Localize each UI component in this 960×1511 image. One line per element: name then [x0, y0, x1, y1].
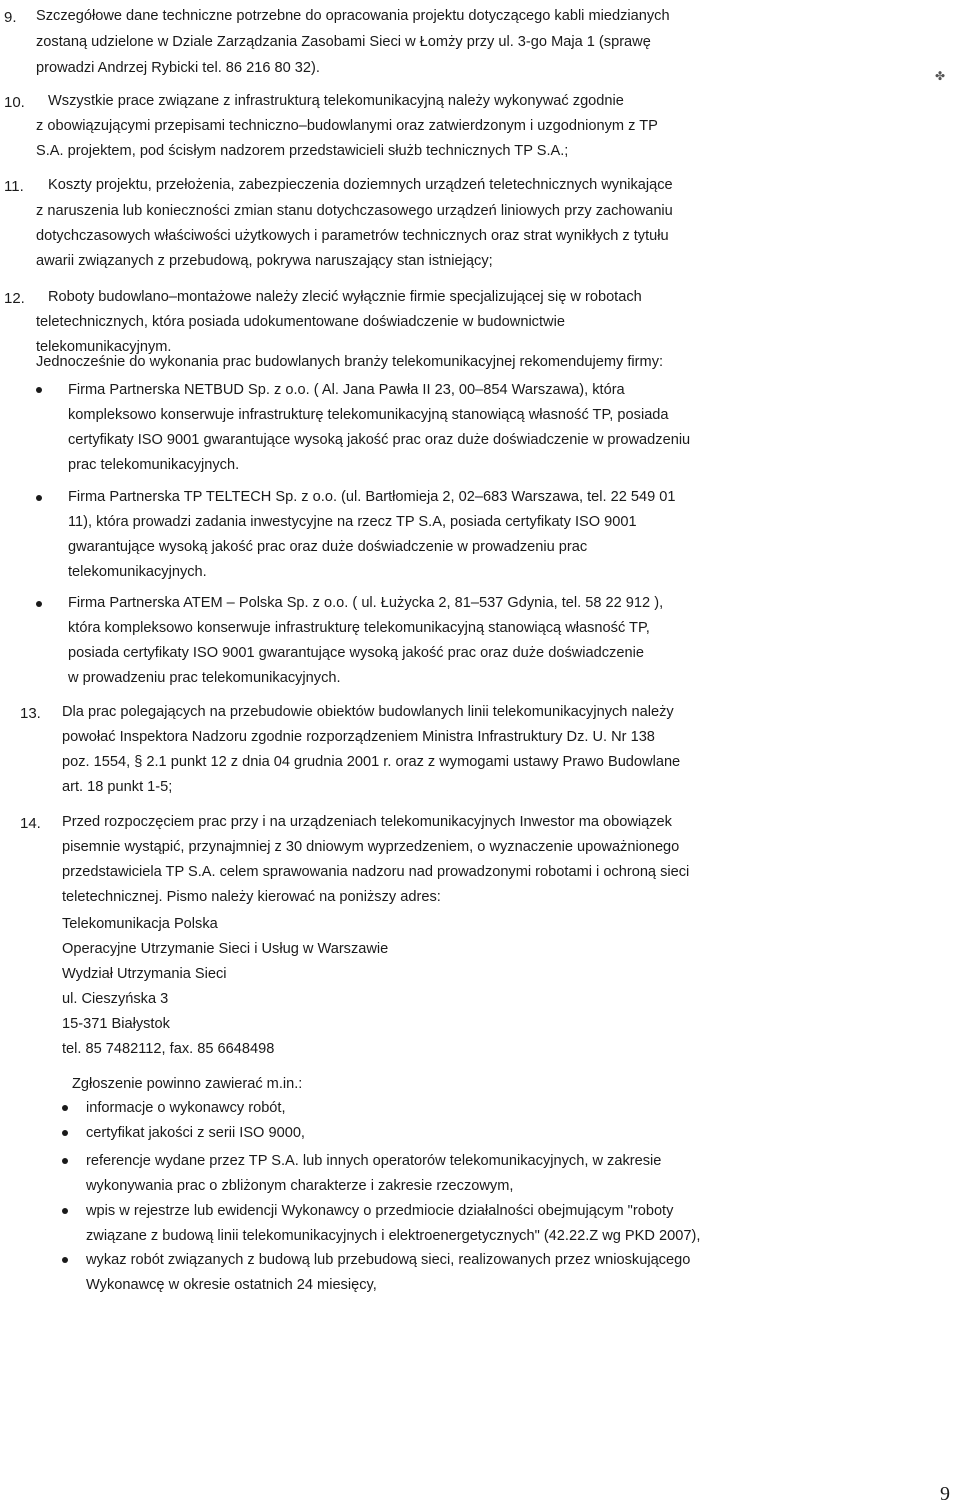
item-text-line: poz. 1554, § 2.1 punkt 12 z dnia 04 grudnia 2001 r. oraz z wymogami ustawy Prawo Budowlane	[62, 754, 681, 770]
item-text-line: Przed rozpoczęciem prac przy i na urządzeniach telekomunikacyjnych Inwestor ma obowiązek	[62, 814, 672, 830]
address-line: ul. Cieszyńska 3	[62, 991, 169, 1007]
item-text-line: telekomunikacyjnym.	[36, 339, 172, 355]
submission-intro: Zgłoszenie powinno zawierać m.in.:	[72, 1076, 303, 1092]
address-line: tel. 85 7482112, fax. 85 6648498	[62, 1041, 275, 1057]
firm-text-line: prac telekomunikacyjnych.	[68, 457, 240, 473]
item-text-line: teletechnicznej. Pismo należy kierować na poniższy adres:	[62, 889, 441, 905]
address-line: Telekomunikacja Polska	[62, 916, 218, 932]
requirement-text-line: wykaz robót związanych z budową lub przebudową sieci, realizowanych przez wnioskującego	[86, 1252, 691, 1268]
firm-text-line: 11), która prowadzi zadania inwestycyjne na rzecz TP S.A, posiada certyfikaty ISO 9001	[68, 514, 637, 530]
item-text-line: Dla prac polegających na przebudowie obiektów budowlanych linii telekomunikacyjnych należy	[62, 704, 674, 720]
requirement-text-line: wykonywania prac o zbliżonym charakterze i zakresie rzeczowym,	[86, 1178, 514, 1194]
scan-mark-icon: ✤	[935, 69, 946, 83]
address-line: Operacyjne Utrzymanie Sieci i Usług w Warszawie	[62, 941, 389, 957]
firm-text-line: Firma Partnerska NETBUD Sp. z o.o. ( Al. Jana Pawła II 23, 00–854 Warszawa), która	[68, 382, 625, 398]
requirement-text-line: certyfikat jakości z serii ISO 9000,	[86, 1125, 305, 1141]
item-text-line: Roboty budowlano–montażowe należy zlecić wyłącznie firmie specjalizującej się w robotach	[48, 289, 642, 305]
item-text-line: teletechnicznych, która posiada udokumentowane doświadczenie w budownictwie	[36, 314, 565, 330]
item-text-line: dotychczasowych właściwości użytkowych i parametrów technicznych oraz strat wynikłych z tytułu	[36, 228, 669, 244]
address-line: 15-371 Białystok	[62, 1016, 170, 1032]
item-number: 11.	[4, 178, 24, 195]
firm-text-line: telekomunikacyjnych.	[68, 564, 207, 580]
requirement-text-line: związane z budową linii telekomunikacyjnych i elektroenergetycznych" (42.22.Z wg PKD 2007),	[86, 1228, 701, 1244]
firm-text-line: posiada certyfikaty ISO 9001 gwarantujące wysoką jakość prac oraz duże doświadczenie	[68, 645, 644, 661]
requirement-text-line: wpis w rejestrze lub ewidencji Wykonawcy o przedmiocie działalności obejmującym "roboty	[86, 1203, 674, 1219]
item-text-line: zostaną udzielone w Dziale Zarządzania Zasobami Sieci w Łomży przy ul. 3-go Maja 1 (sprawę	[36, 34, 651, 50]
item-text-line: art. 18 punkt 1-5;	[62, 779, 173, 795]
item-text-line: Koszty projektu, przełożenia, zabezpieczenia doziemnych urządzeń teletechnicznych wynikające	[48, 177, 673, 193]
item-number: 13.	[20, 705, 41, 722]
item-text-line: pisemnie wystąpić, przynajmniej z 30 dniowym wyprzedzeniem, o wyznaczenie upoważnionego	[62, 839, 680, 855]
bullet-icon	[36, 601, 42, 607]
item-number: 10.	[4, 94, 25, 111]
firm-text-line: certyfikaty ISO 9001 gwarantujące wysoką jakość prac oraz duże doświadczenie w prowadzeniu	[68, 432, 691, 448]
firm-text-line: Firma Partnerska TP TELTECH Sp. z o.o. (ul. Bartłomieja 2, 02–683 Warszawa, tel. 22 549 01	[68, 489, 676, 505]
requirement-text-line: Wykonawcę w okresie ostatnich 24 miesięcy,	[86, 1277, 377, 1293]
firm-text-line: w prowadzeniu prac telekomunikacyjnych.	[68, 670, 341, 686]
recommendation-intro: Jednocześnie do wykonania prac budowlanych branży telekomunikacyjnej rekomendujemy firmy:	[36, 354, 664, 370]
item-text-line: powołać Inspektora Nadzoru zgodnie rozporządzeniem Ministra Infrastruktury Dz. U. Nr 138	[62, 729, 655, 745]
bullet-icon	[62, 1130, 68, 1136]
firm-text-line: kompleksowo konserwuje infrastrukturę telekomunikacyjną stanowiącą własność TP, posiada	[68, 407, 669, 423]
item-number: 14.	[20, 815, 41, 832]
bullet-icon	[62, 1208, 68, 1214]
page-number: 9	[940, 1483, 950, 1505]
item-text-line: z naruszenia lub konieczności zmian stanu dotychczasowego urządzeń liniowych przy zachowaniu	[36, 203, 673, 219]
item-text-line: przedstawiciela TP S.A. celem sprawowania nadzoru nad prowadzonymi robotami i ochroną sieci	[62, 864, 690, 880]
firm-text-line: Firma Partnerska ATEM – Polska Sp. z o.o. ( ul. Łużycka 2, 81–537 Gdynia, tel. 58 22 912 ),	[68, 595, 664, 611]
item-text-line: Szczegółowe dane techniczne potrzebne do opracowania projektu dotyczącego kabli miedzianych	[36, 8, 670, 24]
requirement-text-line: informacje o wykonawcy robót,	[86, 1100, 286, 1116]
firm-text-line: gwarantujące wysoką jakość prac oraz duże doświadczenie w prowadzeniu prac	[68, 539, 588, 555]
bullet-icon	[62, 1257, 68, 1263]
bullet-icon	[62, 1105, 68, 1111]
item-number: 12.	[4, 290, 25, 307]
firm-text-line: która kompleksowo konserwuje infrastrukturę telekomunikacyjną stanowiącą własność TP,	[68, 620, 650, 636]
item-number: 9.	[4, 9, 17, 26]
bullet-icon	[62, 1158, 68, 1164]
item-text-line: Wszystkie prace związane z infrastrukturą telekomunikacyjną należy wykonywać zgodnie	[48, 93, 624, 109]
item-text-line: prowadzi Andrzej Rybicki tel. 86 216 80 32).	[36, 60, 320, 76]
item-text-line: awarii związanych z przebudową, pokrywa naruszający stan istniejący;	[36, 253, 493, 269]
bullet-icon	[36, 387, 42, 393]
address-line: Wydział Utrzymania Sieci	[62, 966, 227, 982]
requirement-text-line: referencje wydane przez TP S.A. lub innych operatorów telekomunikacyjnych, w zakresie	[86, 1153, 662, 1169]
bullet-icon	[36, 495, 42, 501]
item-text-line: z obowiązującymi przepisami techniczno–budowlanymi oraz zatwierdzonym i uzgodnionym z TP	[36, 118, 658, 134]
item-text-line: S.A. projektem, pod ścisłym nadzorem przedstawicieli służb technicznych TP S.A.;	[36, 143, 569, 159]
